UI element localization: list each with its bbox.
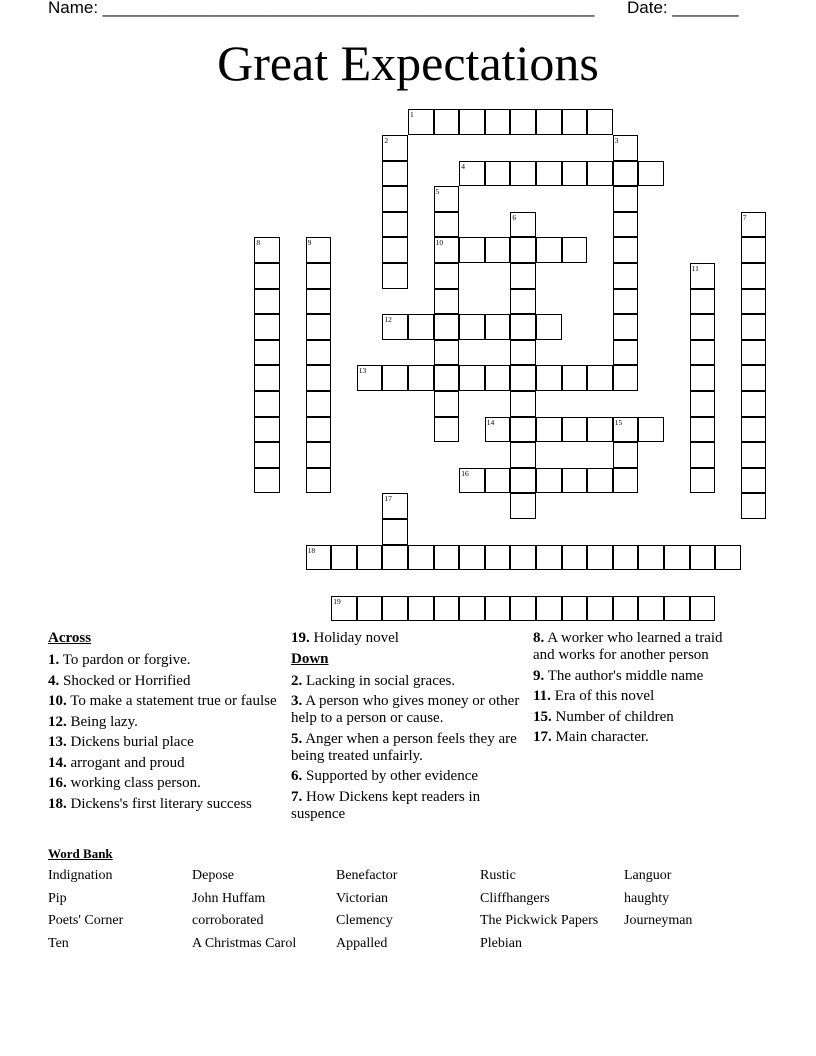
crossword-cell[interactable] [408, 109, 434, 135]
crossword-cell[interactable] [306, 417, 332, 443]
crossword-cell[interactable] [510, 263, 536, 289]
clue-number: 19 [333, 596, 341, 606]
crossword-cell[interactable] [741, 289, 767, 315]
crossword-cell[interactable] [485, 237, 511, 263]
crossword-cell[interactable] [382, 237, 408, 263]
clue-number: 7 [742, 212, 747, 222]
crossword-cell[interactable] [741, 212, 767, 238]
crossword-cell[interactable] [741, 493, 767, 519]
across-clue: 19. Holiday novel [291, 630, 399, 646]
crossword-cell[interactable] [382, 186, 408, 212]
crossword-cell[interactable] [690, 263, 716, 289]
crossword-cell[interactable] [536, 237, 562, 263]
crossword-cell[interactable] [613, 417, 639, 443]
crossword-cell[interactable] [715, 545, 741, 571]
clue-number: 6 [512, 212, 517, 222]
crossword-cell[interactable] [357, 545, 383, 571]
crossword-cell[interactable] [613, 289, 639, 315]
crossword-cell[interactable] [485, 596, 511, 622]
crossword-cell[interactable] [382, 545, 408, 571]
crossword-cell[interactable] [690, 545, 716, 571]
crossword-cell[interactable] [510, 237, 536, 263]
crossword-cell[interactable] [459, 109, 485, 135]
crossword-cell[interactable] [254, 468, 280, 494]
crossword-cell[interactable] [510, 468, 536, 494]
date-field[interactable]: Date: _______ [627, 0, 739, 17]
crossword-cell[interactable] [306, 365, 332, 391]
word-bank-item: Languor [624, 868, 672, 883]
crossword-cell[interactable] [638, 545, 664, 571]
down-clue: 7. How Dickens kept readers in suspence [291, 788, 481, 822]
down-clue: 6. Supported by other evidence [291, 768, 479, 784]
clue-number: 5 [435, 187, 440, 197]
crossword-cell[interactable] [690, 365, 716, 391]
crossword-cell[interactable] [690, 596, 716, 622]
across-clue: 4. Shocked or Horrified [48, 672, 191, 689]
crossword-cell[interactable] [382, 212, 408, 238]
crossword-cell[interactable] [741, 468, 767, 494]
crossword-cell[interactable] [690, 442, 716, 468]
crossword-cell[interactable] [357, 365, 383, 391]
word-bank-title: Word Bank [48, 846, 113, 861]
crossword-cell[interactable] [306, 289, 332, 315]
word-bank-item: John Huffam [192, 890, 266, 906]
across-clue: 1. To pardon or forgive. [48, 652, 191, 668]
crossword-cell[interactable] [459, 161, 485, 187]
clue-number: 17 [384, 494, 392, 504]
crossword-cell[interactable] [562, 417, 588, 443]
crossword-cell[interactable] [306, 263, 332, 289]
clue-number: 14 [486, 417, 495, 427]
word-bank-item: Journeyman [624, 913, 693, 929]
crossword-cell[interactable] [254, 237, 280, 263]
clue-number: 9 [307, 238, 312, 248]
crossword-cell[interactable] [664, 545, 690, 571]
crossword-cell[interactable] [382, 263, 408, 289]
word-bank-item: Indignation [48, 868, 113, 883]
crossword-cell[interactable] [306, 545, 332, 571]
crossword-cell[interactable] [741, 263, 767, 289]
crossword-cell[interactable] [254, 340, 280, 366]
crossword-cell[interactable] [434, 417, 460, 443]
word-bank-item: Poets' Corner [48, 913, 124, 929]
word-bank-item: Appalled [336, 936, 388, 952]
crossword-cell[interactable] [408, 314, 434, 340]
clue-number: 12 [384, 315, 392, 325]
crossword-cell[interactable] [485, 468, 511, 494]
crossword-cell[interactable] [382, 596, 408, 622]
crossword-cell[interactable] [382, 161, 408, 187]
crossword-cell[interactable] [562, 109, 588, 135]
crossword-cell[interactable] [459, 314, 485, 340]
crossword-cell[interactable] [459, 365, 485, 391]
crossword-cell[interactable] [741, 237, 767, 263]
word-bank-item: corroborated [192, 913, 264, 929]
crossword-cell[interactable] [357, 596, 383, 622]
crossword-cell[interactable] [485, 314, 511, 340]
crossword-cell[interactable] [613, 340, 639, 366]
word-bank-item: Victorian [336, 890, 389, 906]
crossword-cell[interactable] [459, 468, 485, 494]
crossword-cell[interactable] [562, 468, 588, 494]
crossword-cell[interactable] [254, 314, 280, 340]
crossword-cell[interactable] [382, 519, 408, 545]
crossword-cell[interactable] [690, 314, 716, 340]
word-bank-item: Benefactor [336, 868, 398, 883]
crossword-cell[interactable] [485, 417, 511, 443]
crossword-cell[interactable] [613, 314, 639, 340]
crossword-cell[interactable] [459, 596, 485, 622]
crossword-cell[interactable] [587, 109, 613, 135]
crossword-cell[interactable] [485, 545, 511, 571]
crossword-cell[interactable] [613, 135, 639, 161]
crossword-cell[interactable] [254, 365, 280, 391]
crossword-cell[interactable] [434, 391, 460, 417]
crossword-cell[interactable] [434, 212, 460, 238]
word-bank-item: haughty [624, 890, 670, 906]
crossword-cell[interactable] [434, 263, 460, 289]
crossword-cell[interactable] [306, 391, 332, 417]
clue-number: 15 [614, 417, 623, 427]
crossword-cell[interactable] [562, 545, 588, 571]
crossword-cell[interactable] [536, 109, 562, 135]
crossword-cell[interactable] [510, 442, 536, 468]
crossword-cell[interactable] [306, 468, 332, 494]
across-heading: Across [48, 630, 92, 646]
crossword-cell[interactable] [741, 391, 767, 417]
crossword-cell[interactable] [434, 340, 460, 366]
crossword-cell[interactable] [536, 314, 562, 340]
clue-column-1 [48, 630, 278, 816]
crossword-cell[interactable] [741, 340, 767, 366]
crossword-cell[interactable] [408, 365, 434, 391]
crossword-cell[interactable] [510, 365, 536, 391]
crossword-cell[interactable] [690, 289, 716, 315]
crossword-cell[interactable] [306, 237, 332, 263]
crossword-cell[interactable] [510, 314, 536, 340]
crossword-cell[interactable] [254, 417, 280, 443]
down-clue: 9. The author's middle name [533, 667, 704, 684]
clue-number: 18 [307, 545, 316, 555]
clue-number: 1 [410, 110, 414, 120]
crossword-cell[interactable] [306, 314, 332, 340]
crossword-cell[interactable] [382, 493, 408, 519]
down-clue: 5. Anger when a person feels they are being treated unfairly. [291, 730, 517, 764]
crossword-cell[interactable] [638, 596, 664, 622]
down-heading: Down [291, 650, 329, 667]
crossword-cell[interactable] [613, 365, 639, 391]
down-clue: 17. Main character. [533, 729, 649, 745]
word-bank-item: The Pickwick Papers [480, 913, 599, 929]
crossword-cell[interactable] [587, 468, 613, 494]
crossword-cell[interactable] [306, 340, 332, 366]
down-clue: 2. Lacking in social graces. [291, 672, 456, 689]
crossword-cell[interactable] [254, 442, 280, 468]
crossword-cell[interactable] [536, 468, 562, 494]
clue-number: 11 [691, 264, 699, 273]
crossword-cell[interactable] [536, 417, 562, 443]
crossword-cell[interactable] [536, 545, 562, 571]
crossword-cell[interactable] [434, 365, 460, 391]
crossword-cell[interactable] [408, 596, 434, 622]
crossword-cell[interactable] [613, 442, 639, 468]
crossword-cell[interactable] [536, 596, 562, 622]
crossword-cell[interactable] [587, 545, 613, 571]
across-clue: 18. Dickens's first literary success [48, 795, 252, 812]
name-field[interactable]: Name: ____________________________________________________ [48, 0, 595, 17]
word-bank-item: Plebian [480, 936, 522, 952]
crossword-cell[interactable] [254, 263, 280, 289]
crossword-cell[interactable] [382, 365, 408, 391]
crossword-cell[interactable] [741, 442, 767, 468]
crossword-cell[interactable] [613, 263, 639, 289]
crossword-cell[interactable] [613, 186, 639, 212]
crossword-cell[interactable] [331, 545, 357, 571]
crossword-cell[interactable] [510, 161, 536, 187]
word-bank-item: Clemency [336, 913, 393, 929]
crossword-cell[interactable] [485, 161, 511, 187]
clue-number: 4 [461, 161, 465, 171]
crossword-cell[interactable] [664, 596, 690, 622]
across-clue: 16. working class person. [48, 775, 201, 791]
crossword-cell[interactable] [510, 596, 536, 622]
crossword-cell[interactable] [434, 289, 460, 315]
crossword-cell[interactable] [690, 417, 716, 443]
clue-number: 10 [435, 238, 444, 248]
crossword-cell[interactable] [741, 314, 767, 340]
crossword-cell[interactable] [510, 545, 536, 571]
crossword-cell[interactable] [510, 109, 536, 135]
crossword-cell[interactable] [690, 340, 716, 366]
crossword-cell[interactable] [434, 237, 460, 263]
crossword-cell[interactable] [613, 161, 639, 187]
crossword-cell[interactable] [408, 545, 434, 571]
word-bank-item: Depose [192, 868, 234, 883]
crossword-cell[interactable] [562, 237, 588, 263]
crossword-cell[interactable] [434, 109, 460, 135]
crossword-cell[interactable] [382, 314, 408, 340]
crossword-cell[interactable] [587, 596, 613, 622]
across-clue: 10. To make a statement true or faulse [48, 693, 277, 709]
word-bank-item: A Christmas Carol [192, 936, 297, 952]
crossword-cell[interactable] [459, 237, 485, 263]
clue-number: 3 [614, 136, 619, 145]
crossword-cell[interactable] [510, 289, 536, 315]
crossword-cell[interactable] [434, 314, 460, 340]
crossword-cell[interactable] [510, 417, 536, 443]
crossword-cell[interactable] [331, 596, 357, 622]
word-bank-item: Rustic [480, 868, 516, 883]
crossword-cell[interactable] [434, 545, 460, 571]
clue-column-3 [533, 630, 733, 750]
crossword-cell[interactable] [613, 468, 639, 494]
crossword-cell[interactable] [562, 365, 588, 391]
crossword-cell[interactable] [434, 186, 460, 212]
clue-number: 13 [358, 366, 367, 376]
crossword-cell[interactable] [510, 391, 536, 417]
crossword-cell[interactable] [613, 237, 639, 263]
clue-column-2 [291, 630, 529, 826]
crossword-cell[interactable] [587, 365, 613, 391]
down-clue: 15. Number of children [533, 708, 674, 725]
crossword-cell[interactable] [741, 365, 767, 391]
down-clue: 3. A person who gives money or other help to a person or cause. [291, 693, 520, 726]
crossword-cell[interactable] [254, 391, 280, 417]
crossword-cell[interactable] [690, 391, 716, 417]
crossword-cell[interactable] [382, 135, 408, 161]
crossword-cell[interactable] [638, 417, 664, 443]
clue-number: 2 [384, 136, 389, 145]
down-clue: 8. A worker who learned a traid and works for another person [533, 630, 723, 663]
crossword-cell[interactable] [638, 161, 664, 187]
across-clue: 14. arrogant and proud [48, 754, 185, 771]
crossword-cell[interactable] [510, 493, 536, 519]
crossword-cell[interactable] [613, 212, 639, 238]
crossword-cell[interactable] [562, 596, 588, 622]
clue-number: 16 [461, 468, 469, 478]
crossword-cell[interactable] [690, 468, 716, 494]
word-bank-item: Pip [48, 890, 67, 906]
crossword-cell[interactable] [741, 417, 767, 443]
clue-number: 8 [256, 238, 261, 248]
crossword-cell[interactable] [510, 340, 536, 366]
down-clue: 11. Era of this novel [533, 688, 655, 704]
crossword-cell[interactable] [485, 109, 511, 135]
crossword-cell[interactable] [613, 545, 639, 571]
page-title: Great Expectations [217, 35, 599, 91]
crossword-cell[interactable] [536, 161, 562, 187]
crossword-cell[interactable] [536, 365, 562, 391]
word-bank-item: Cliffhangers [480, 890, 550, 906]
crossword-cell[interactable] [459, 545, 485, 571]
crossword-cell[interactable] [510, 212, 536, 238]
across-clue: 12. Being lazy. [48, 713, 138, 730]
crossword-cell[interactable] [587, 161, 613, 187]
crossword-cell[interactable] [562, 161, 588, 187]
crossword-cell[interactable] [613, 596, 639, 622]
crossword-cell[interactable] [254, 289, 280, 315]
crossword-cell[interactable] [306, 442, 332, 468]
crossword-cell[interactable] [485, 365, 511, 391]
word-bank-item: Ten [48, 936, 69, 952]
across-clue: 13. Dickens burial place [48, 734, 194, 750]
crossword-cell[interactable] [434, 596, 460, 622]
crossword-cell[interactable] [587, 417, 613, 443]
